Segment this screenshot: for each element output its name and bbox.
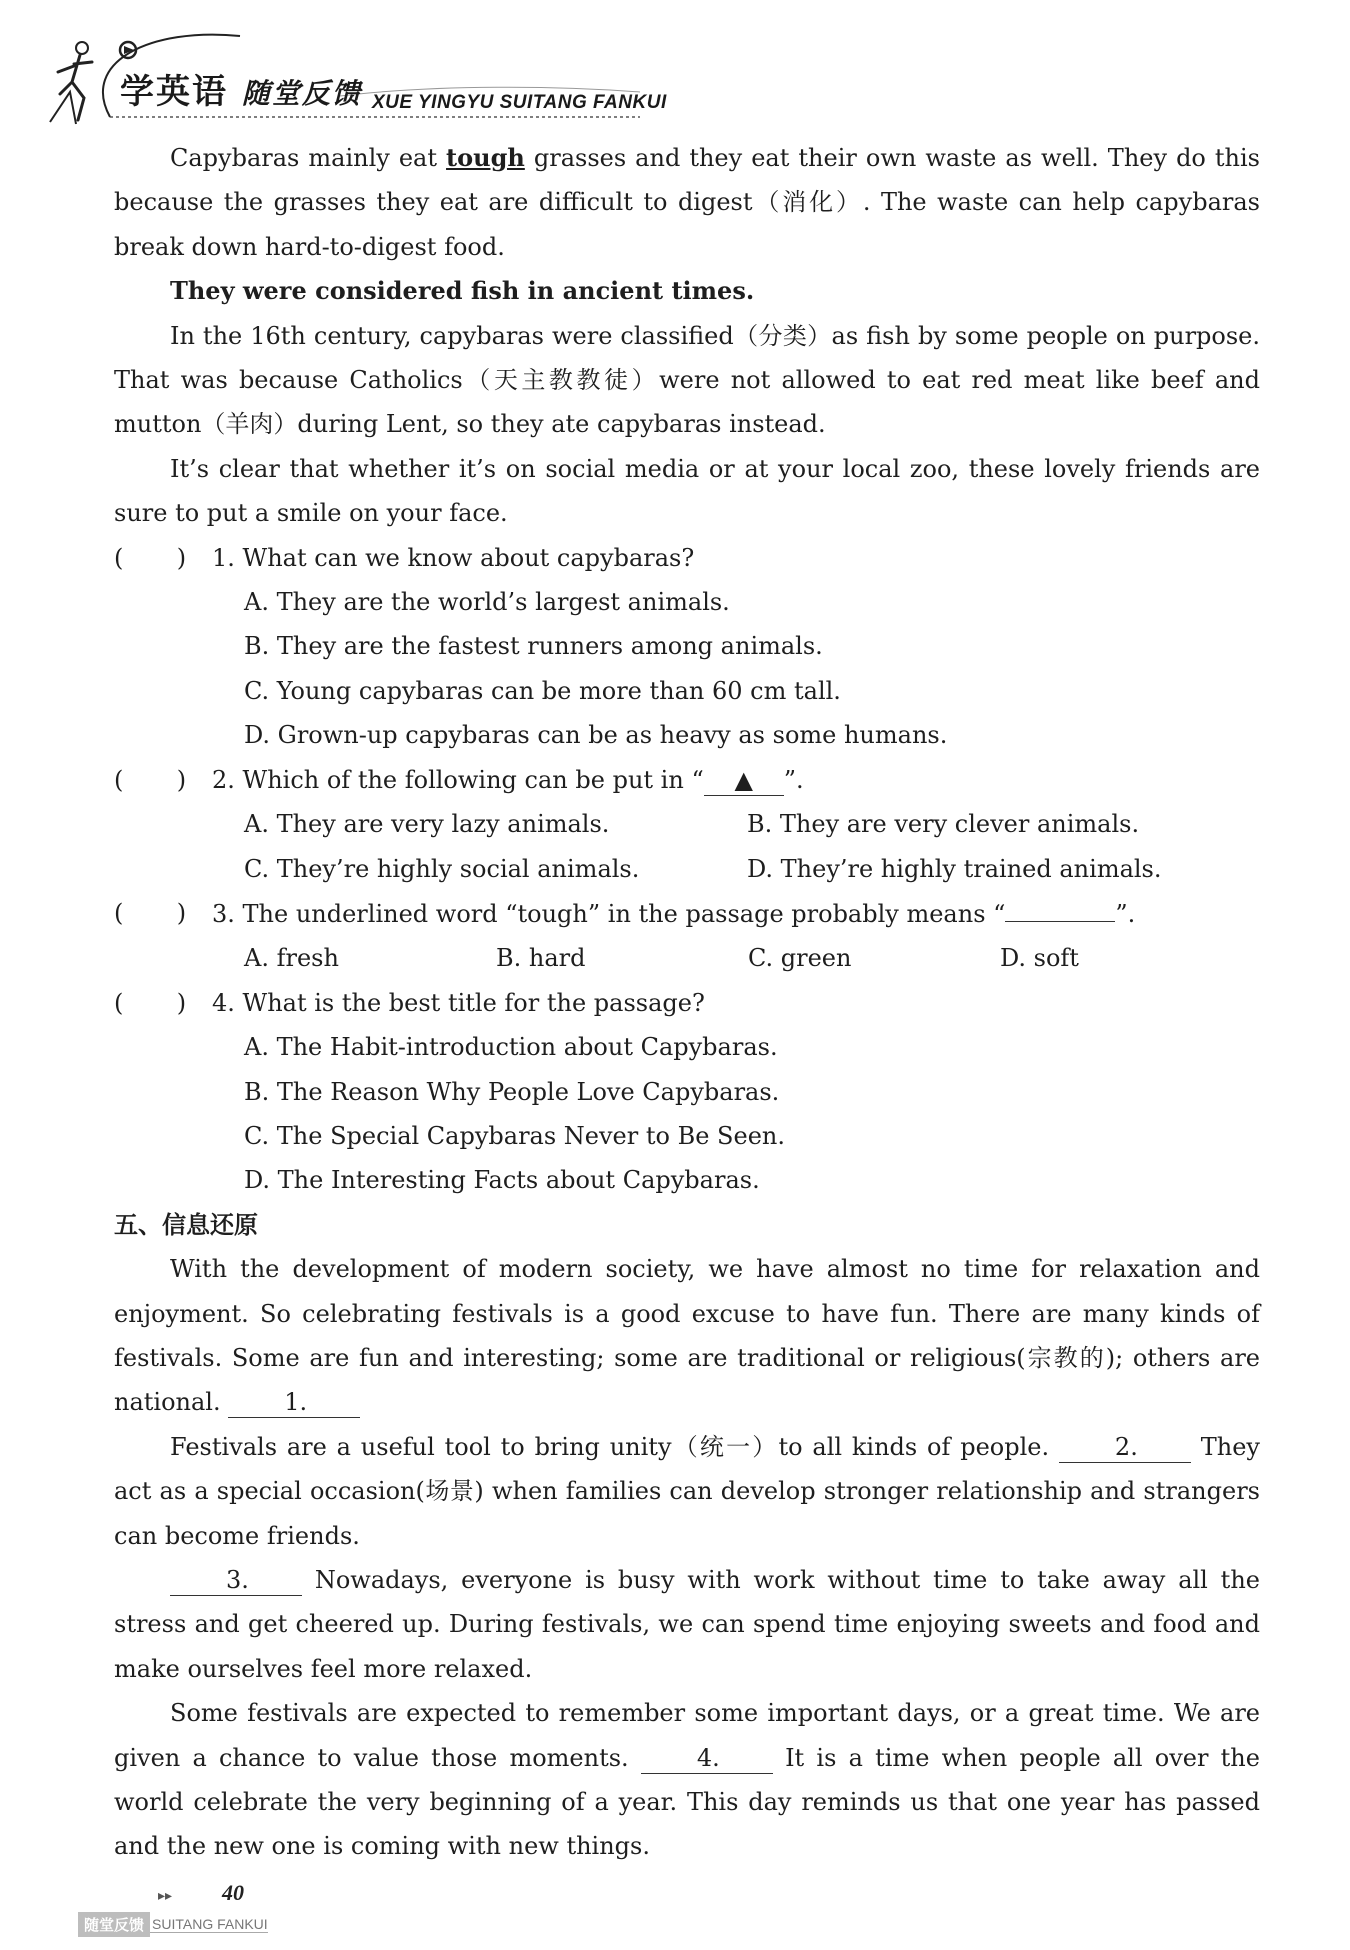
question-stem: 2. Which of the following can be put in “ ▲ ”.	[212, 765, 804, 794]
option-a: A. fresh	[244, 944, 339, 973]
option-b: B. hard	[496, 944, 586, 973]
answer-parentheses[interactable]: ( )	[114, 988, 187, 1017]
option-d: D. soft	[1000, 944, 1079, 973]
footer-label	[78, 1912, 268, 1937]
question-2	[114, 758, 1260, 802]
answer-blank-4[interactable]: 4.	[641, 1743, 773, 1774]
section5-paragraph-4: Some festivals are expected to remember some important days, or a great time. We are given a chance to value those moments. 4. It is a time when people all over the world celebrate the very beginning of a year. This day reminds us that one year has passed and the new one is coming with new things.	[114, 1699, 1260, 1861]
answer-blank-2[interactable]: 2.	[1059, 1432, 1191, 1463]
page-number: 40	[222, 1880, 244, 1905]
question-1	[114, 536, 1260, 580]
passage-paragraph-3: It’s clear that whether it’s on social media or at your local zoo, these lovely friends are sure to put a smile on your face.	[114, 454, 1260, 528]
option-c: C. The Special Capybaras Never to Be Seen.	[244, 1121, 785, 1150]
option-d: D. Grown-up capybaras can be as heavy as some humans.	[244, 721, 948, 750]
section-title: 五、信息还原	[114, 1210, 258, 1239]
page-arrow-icon: ▸▸	[158, 1888, 173, 1904]
answer-blank-1[interactable]: 1.	[228, 1387, 360, 1418]
section5-paragraph-1: With the development of modern society, we have almost no time for relaxation and enjoyment. So celebrating festivals is a good excuse to have fun. There are many kinds of festivals. Some are fun and interesting; some are traditional or religious(宗教的); others are national. 1.	[114, 1255, 1260, 1417]
page-content	[114, 136, 1260, 1869]
footer-label-cn: 随堂反馈	[78, 1912, 150, 1937]
question-3	[114, 891, 1260, 936]
question-stem: 3. The underlined word “tough” in the passage probably means “ ”.	[212, 891, 1135, 936]
option-b: B. The Reason Why People Love Capybaras.	[244, 1077, 780, 1106]
section5-paragraph-3: 3. Nowadays, everyone is busy with work without time to take away all the stress and get cheered up. During festivals, we can spend time enjoying sweets and food and make ourselves feel more relaxed.	[114, 1566, 1260, 1683]
answer-parentheses[interactable]: ( )	[114, 765, 187, 794]
question-stem: 1. What can we know about capybaras?	[212, 543, 695, 572]
question-4	[114, 981, 1260, 1025]
section5-paragraph-2: Festivals are a useful tool to bring unity（统一）to all kinds of people. 2. They act as a special occasion(场景) when families can develop stronger relationship and strangers can become friends.	[114, 1432, 1260, 1550]
answer-blank-3[interactable]: 3.	[170, 1565, 302, 1596]
passage-subheading: They were considered fish in ancient times.	[170, 276, 755, 306]
answer-parentheses[interactable]: ( )	[114, 543, 187, 572]
option-a: A. They are very lazy animals.	[244, 810, 610, 839]
page-header	[40, 22, 680, 132]
option-row	[114, 802, 1260, 846]
footer-label-en: SUITANG FANKUI	[152, 1916, 268, 1932]
option-b: B. They are very clever animals.	[747, 810, 1140, 839]
option-d: D. The Interesting Facts about Capybaras.	[244, 1166, 760, 1195]
header-title-en: XUE YINGYU SUITANG FANKUI	[372, 92, 667, 113]
option-c: C. green	[748, 944, 852, 973]
passage-paragraph-1: Capybaras mainly eat tough grasses and they eat their own waste as well. They do this because the grasses they eat are difficult to digest（消化）. The waste can help capybaras break down hard-to-digest food.	[114, 143, 1260, 261]
option-row	[114, 936, 1260, 980]
header-title-cn: 学英语 随堂反馈	[120, 72, 362, 112]
answer-parentheses[interactable]: ( )	[114, 898, 187, 927]
option-c: C. They’re highly social animals.	[244, 854, 640, 883]
option-row	[114, 847, 1260, 891]
question-stem: 4. What is the best title for the passage?	[212, 988, 705, 1017]
option-b: B. They are the fastest runners among animals.	[244, 632, 823, 661]
triangle-blank-icon: ▲	[704, 765, 784, 796]
underlined-word-tough: tough	[446, 143, 525, 172]
option-a: A. The Habit-introduction about Capybaras.	[244, 1033, 778, 1062]
passage-paragraph-2: In the 16th century, capybaras were classified（分类）as fish by some people on purpose. That was because Catholics（天主教教徒）were not allowed to eat red meat like beef and mutton（羊肉）during Lent, so they ate capybaras instead.	[114, 321, 1260, 439]
option-c: C. Young capybaras can be more than 60 cm tall.	[244, 676, 841, 705]
option-a: A. They are the world’s largest animals.	[244, 588, 730, 617]
option-d: D. They’re highly trained animals.	[747, 854, 1162, 883]
answer-blank[interactable]	[1005, 891, 1115, 922]
